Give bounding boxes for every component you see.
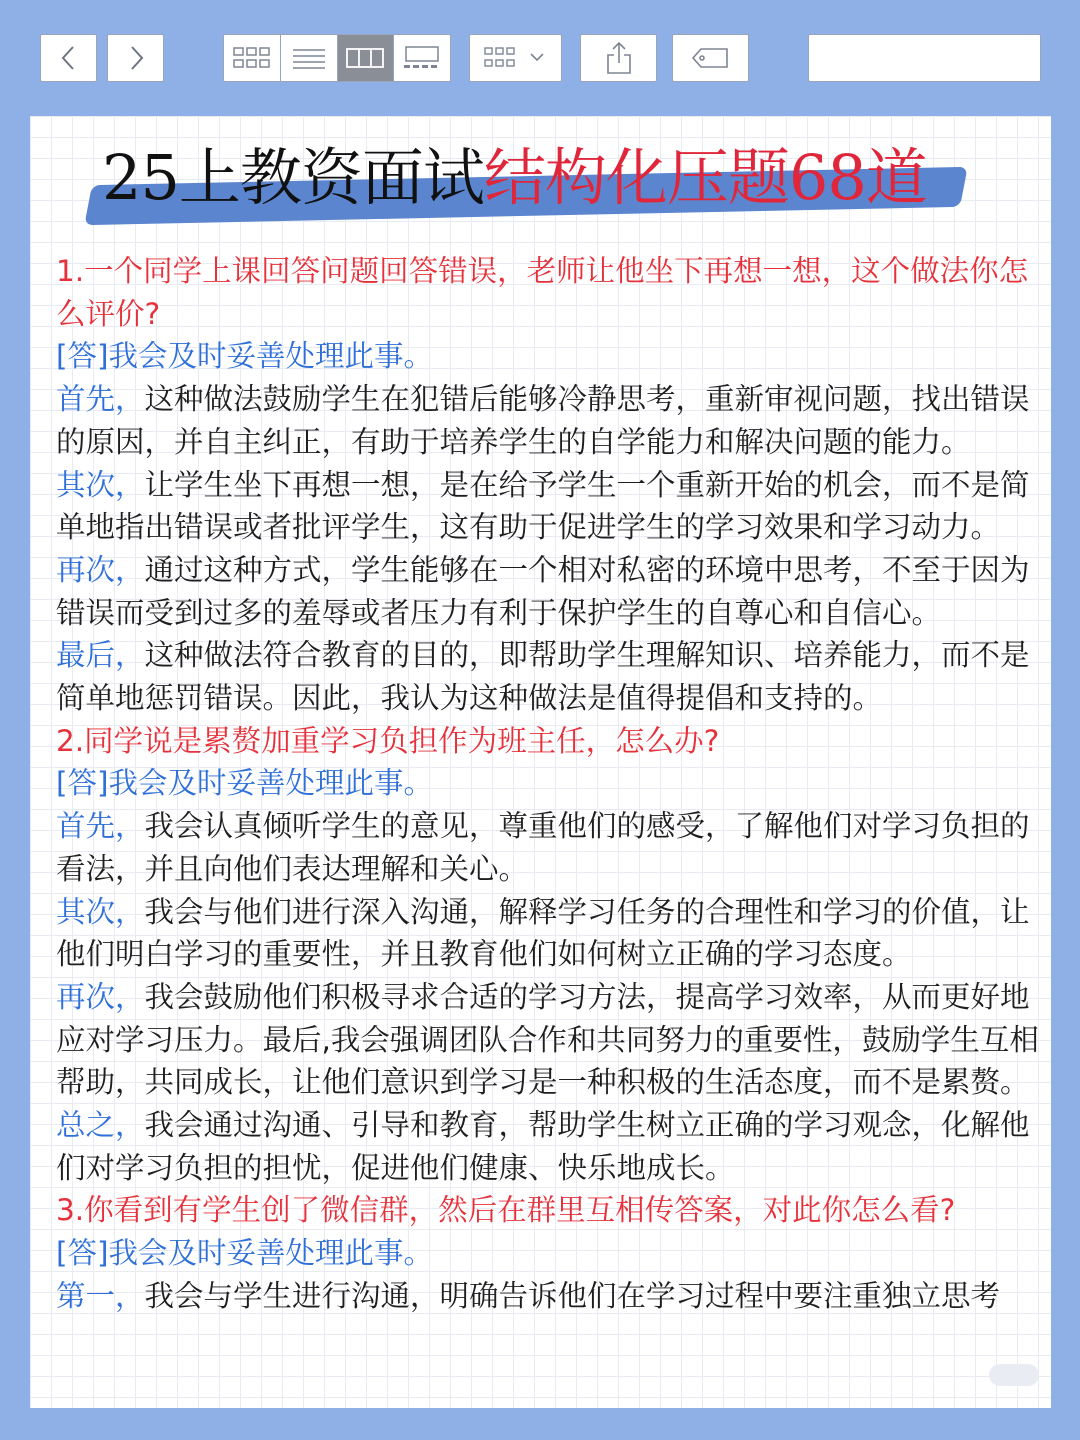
grid-view-icon — [232, 45, 272, 71]
search-field[interactable] — [808, 34, 1041, 82]
point — [56, 464, 1048, 549]
page-title — [30, 140, 1051, 230]
answer-1: [答]我会及时妥善处理此事。 — [56, 339, 434, 374]
chevron-left-icon — [58, 43, 80, 73]
view-mode-segmented-control — [223, 34, 451, 82]
point-text: 我会认真倾听学生的意见，尊重他们的感受，了解他们对学习负担的看法，并且向他们表达理解和关心。 — [56, 809, 1030, 886]
chevron-right-icon — [125, 43, 147, 73]
question-2: 2.同学说是累赘加重学习负担作为班主任，怎么办? — [56, 723, 720, 758]
tag-icon — [691, 45, 731, 71]
tag-button[interactable] — [672, 34, 749, 82]
back-button[interactable] — [40, 34, 97, 82]
point-text: 我会与学生进行沟通，明确告诉他们在学习过程中要注重独立思考 — [144, 1278, 1001, 1313]
point — [56, 1104, 1048, 1189]
point-lead: 首先， — [56, 809, 145, 844]
page-corner-indicator — [989, 1364, 1039, 1386]
point — [56, 1275, 1048, 1318]
gallery-view-button[interactable] — [394, 35, 450, 81]
document-body — [56, 250, 1048, 1318]
answer-2: [答]我会及时妥善处理此事。 — [56, 766, 434, 801]
point-text: 我会鼓励他们积极寻求合适的学习方法，提高学习效率，从而更好地应对学习压力。最后,我会强调团队合作和共同努力的重要性，鼓励学生互相帮助，共同成长，让他们意识到学习是一种积极的生活态度，而不是累赘。 — [56, 979, 1039, 1100]
forward-button[interactable] — [107, 34, 164, 82]
point-text: 通过这种方式，学生能够在一个相对私密的环境中思考，不至于因为错误而受到过多的羞辱或者压力有利于保护学生的自尊心和自信心。 — [56, 552, 1030, 630]
point-lead: 最后， — [56, 638, 145, 673]
list-view-button[interactable] — [281, 35, 338, 81]
group-by-button[interactable] — [469, 34, 562, 82]
point-lead: 总之， — [56, 1108, 145, 1143]
share-button[interactable] — [580, 34, 657, 82]
title-text — [102, 140, 1002, 216]
point-text: 让学生坐下再想一想，是在给予学生一个重新开始的机会，而不是简单地指出错误或者批评学生，这有助于促进学生的学习效果和学习动力。 — [56, 467, 1030, 545]
point — [56, 549, 1048, 634]
column-view-button[interactable] — [338, 35, 395, 81]
point-lead: 第一， — [56, 1278, 145, 1313]
point-lead: 其次， — [56, 467, 145, 502]
point — [56, 805, 1048, 890]
grid-view-button[interactable] — [224, 35, 281, 81]
column-view-icon — [345, 46, 385, 70]
chevron-down-icon — [531, 54, 543, 60]
list-view-icon — [291, 46, 327, 70]
finder-toolbar — [0, 0, 1080, 116]
point-text: 这种做法符合教育的目的，即帮助学生理解知识、培养能力，而不是简单地惩罚错误。因此，我认为这种做法是值得提倡和支持的。 — [56, 638, 1030, 716]
search-input[interactable] — [829, 48, 1054, 69]
point — [56, 378, 1048, 463]
point-lead: 首先， — [56, 382, 145, 417]
point-text: 我会通过沟通、引导和教育，帮助学生树立正确的学习观念，化解他们对学习负担的担忧，促进他们健康、快乐地成长。 — [56, 1108, 1030, 1185]
point — [56, 634, 1048, 719]
share-icon — [604, 41, 634, 75]
group-by-icon — [481, 45, 551, 71]
point — [56, 891, 1048, 976]
question-3: 3.你看到有学生创了微信群，然后在群里互相传答案，对此你怎么看? — [56, 1193, 956, 1228]
title-red-part: 结构化压题68道 — [483, 141, 927, 214]
point-text: 这种做法鼓励学生在犯错后能够冷静思考，重新审视问题，找出错误的原因，并自主纠正，有助于培养学生的自学能力和解决问题的能力。 — [56, 382, 1030, 459]
point-lead: 其次， — [56, 894, 145, 929]
title-black-part: 25上教资面试 — [102, 141, 484, 214]
document-page — [30, 116, 1051, 1408]
question-1: 1.一个同学上课回答问题回答错误，老师让他坐下再想一想，这个做法你怎么评价? — [56, 254, 1029, 331]
gallery-view-icon — [402, 45, 442, 71]
point — [56, 976, 1048, 1104]
answer-3: [答]我会及时妥善处理此事。 — [56, 1236, 434, 1271]
point-lead: 再次， — [56, 552, 145, 587]
point-lead: 再次， — [56, 979, 145, 1014]
point-text: 我会与他们进行深入沟通，解释学习任务的合理性和学习的价值，让他们明白学习的重要性，并且教育他们如何树立正确的学习态度。 — [56, 894, 1030, 972]
